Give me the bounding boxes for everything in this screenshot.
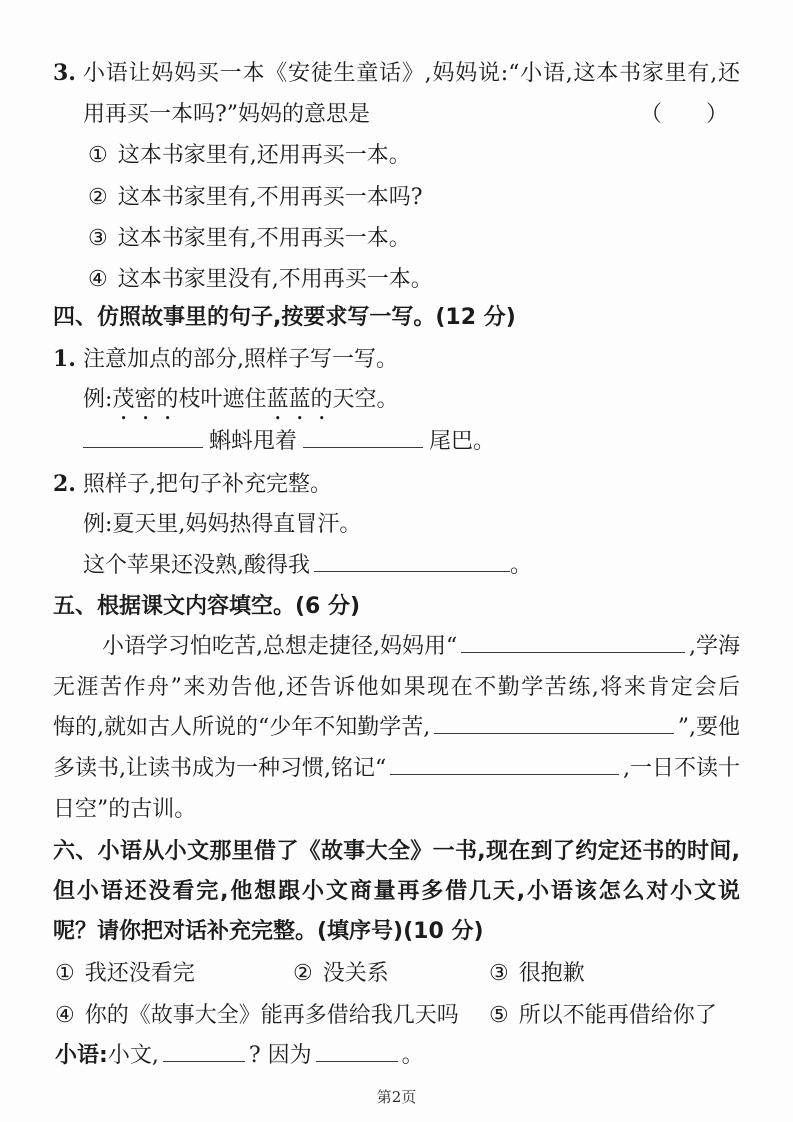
section-5-line-1 xyxy=(102,632,740,662)
paragraph-text: 小语学习怕吃苦,总想走捷径,妈妈用“ xyxy=(102,634,458,659)
option-2-text: 没关系 xyxy=(322,961,389,986)
option-1-circled-number: ① xyxy=(88,143,108,168)
dialog-fill-line xyxy=(55,1041,740,1071)
paragraph-text: 悔的,就如古人所说的“少年不知勤学苦, xyxy=(53,715,431,740)
fill-middle-text: 蝌蚪甩着 xyxy=(209,429,298,454)
question-3-line-2 xyxy=(83,100,740,130)
item-2-fill-line xyxy=(83,551,740,581)
page-number-footer: 第2页 xyxy=(376,1088,417,1106)
answer-blank xyxy=(303,427,423,448)
question-3-line-1 xyxy=(53,58,740,89)
dialog-text: 小文, xyxy=(107,1043,159,1068)
option-choice-1 xyxy=(55,958,293,989)
paragraph-tail: ,一日不读十 xyxy=(623,756,740,781)
answer-blank xyxy=(390,754,619,775)
item-1-number: 1. xyxy=(53,346,76,372)
option-4-circled-number: ④ xyxy=(88,267,108,292)
option-3-text: 这本书家里有,不用再买一本。 xyxy=(117,226,411,251)
option-1-circled-number: ① xyxy=(55,961,75,986)
question-3-number: 3. xyxy=(53,60,76,86)
answer-blank xyxy=(316,1041,398,1062)
item-2-number: 2. xyxy=(53,471,76,497)
section-4-item-2-prompt xyxy=(53,469,740,500)
paragraph-tail: ”,要他 xyxy=(677,715,740,740)
option-2-circled-number: ② xyxy=(293,961,313,986)
fill-tail-text: 尾巴。 xyxy=(429,429,496,454)
section-6-line-2: 但小语还没看完,他想跟小文商量再多借几天,小语该怎么对小文说 xyxy=(53,879,740,904)
option-4-circled-number: ④ xyxy=(55,1003,75,1028)
answer-blank xyxy=(163,1041,245,1062)
answer-blank xyxy=(314,551,510,572)
option-choice-3 xyxy=(489,958,585,989)
dialog-middle-text: ? 因为 xyxy=(248,1043,312,1068)
section-6-line-3: 呢？请你把对话补充完整。(填序号)(10 分) xyxy=(53,919,484,944)
paragraph-tail: ,学海 xyxy=(689,634,740,659)
fill-after-text: 。 xyxy=(510,553,533,578)
option-choice-5 xyxy=(489,1000,717,1031)
example-middle: 枝叶遮住 xyxy=(178,387,267,412)
example-prefix: 例: xyxy=(83,387,113,412)
section-5-line-2: 无涯苦作舟”来劝告他,还告诉他如果现在不勤学苦练,将来肯定会后 xyxy=(53,675,740,700)
question-3-option-1 xyxy=(88,140,740,171)
item-1-example-sentence xyxy=(83,384,740,425)
section-5-line-5: 日空”的古训。 xyxy=(53,797,197,822)
item-1-fill-line xyxy=(83,427,740,457)
option-3-circled-number: ③ xyxy=(489,961,509,986)
dialog-end-punctuation: 。 xyxy=(401,1043,424,1068)
example-tail: 天空。 xyxy=(332,387,399,412)
option-5-circled-number: ⑤ xyxy=(489,1003,509,1028)
answer-brackets: （ ） xyxy=(639,102,728,127)
section-6-options-row-2 xyxy=(55,1000,740,1031)
option-choice-4 xyxy=(55,1000,489,1031)
option-1-text: 这本书家里有,还用再买一本。 xyxy=(117,143,411,168)
example-dotted-part-2: 蓝蓝的 xyxy=(266,387,333,412)
example-dotted-part-1: 茂密的 xyxy=(112,387,179,412)
option-2-text: 这本书家里有,不用再买一本吗? xyxy=(117,185,423,210)
question-3-option-3 xyxy=(88,223,740,254)
section-4-item-1-prompt xyxy=(53,344,740,375)
option-2-circled-number: ② xyxy=(88,185,108,210)
section-5-line-3 xyxy=(53,713,740,743)
question-3-option-4 xyxy=(88,264,740,295)
question-3-option-2 xyxy=(88,182,740,213)
question-3-text-2: 用再买一本吗?”妈妈的意思是 xyxy=(83,102,371,127)
paragraph-text: 多读书,让读书成为一种习惯,铭记“ xyxy=(53,756,387,781)
item-1-prompt-text: 注意加点的部分,照样子写一写。 xyxy=(83,347,398,372)
section-4-title: 四、仿照故事里的句子,按要求写一写。(12 分) xyxy=(53,305,516,330)
item-2-example-sentence: 例:夏天里,妈妈热得直冒汗。 xyxy=(83,512,362,537)
answer-blank xyxy=(434,713,674,734)
section-6-options-row-1 xyxy=(55,958,740,989)
section-5-title: 五、根据课文内容填空。(6 分) xyxy=(53,594,361,619)
option-4-text: 这本书家里没有,不用再买一本。 xyxy=(117,267,433,292)
section-6-line-1: 六、小语从小文那里借了《故事大全》一书,现在到了约定还书的时间, xyxy=(53,839,740,864)
option-3-text: 很抱歉 xyxy=(518,961,585,986)
dialog-speaker-label: 小语: xyxy=(55,1043,108,1068)
option-4-text: 你的《故事大全》能再多借给我几天吗 xyxy=(84,1003,459,1028)
answer-blank xyxy=(83,427,203,448)
section-5-line-4 xyxy=(53,754,740,784)
option-choice-2 xyxy=(293,958,489,989)
answer-blank xyxy=(461,632,685,653)
question-3-text-1: 小语让妈妈买一本《安徒生童话》,妈妈说:“小语,这本书家里有,还 xyxy=(83,61,740,86)
item-2-prompt-text: 照样子,把句子补充完整。 xyxy=(83,472,332,497)
option-1-text: 我还没看完 xyxy=(84,961,195,986)
option-3-circled-number: ③ xyxy=(88,226,108,251)
option-5-text: 所以不能再借给你了 xyxy=(518,1003,717,1028)
fill-before-text: 这个苹果还没熟,酸得我 xyxy=(83,553,310,578)
